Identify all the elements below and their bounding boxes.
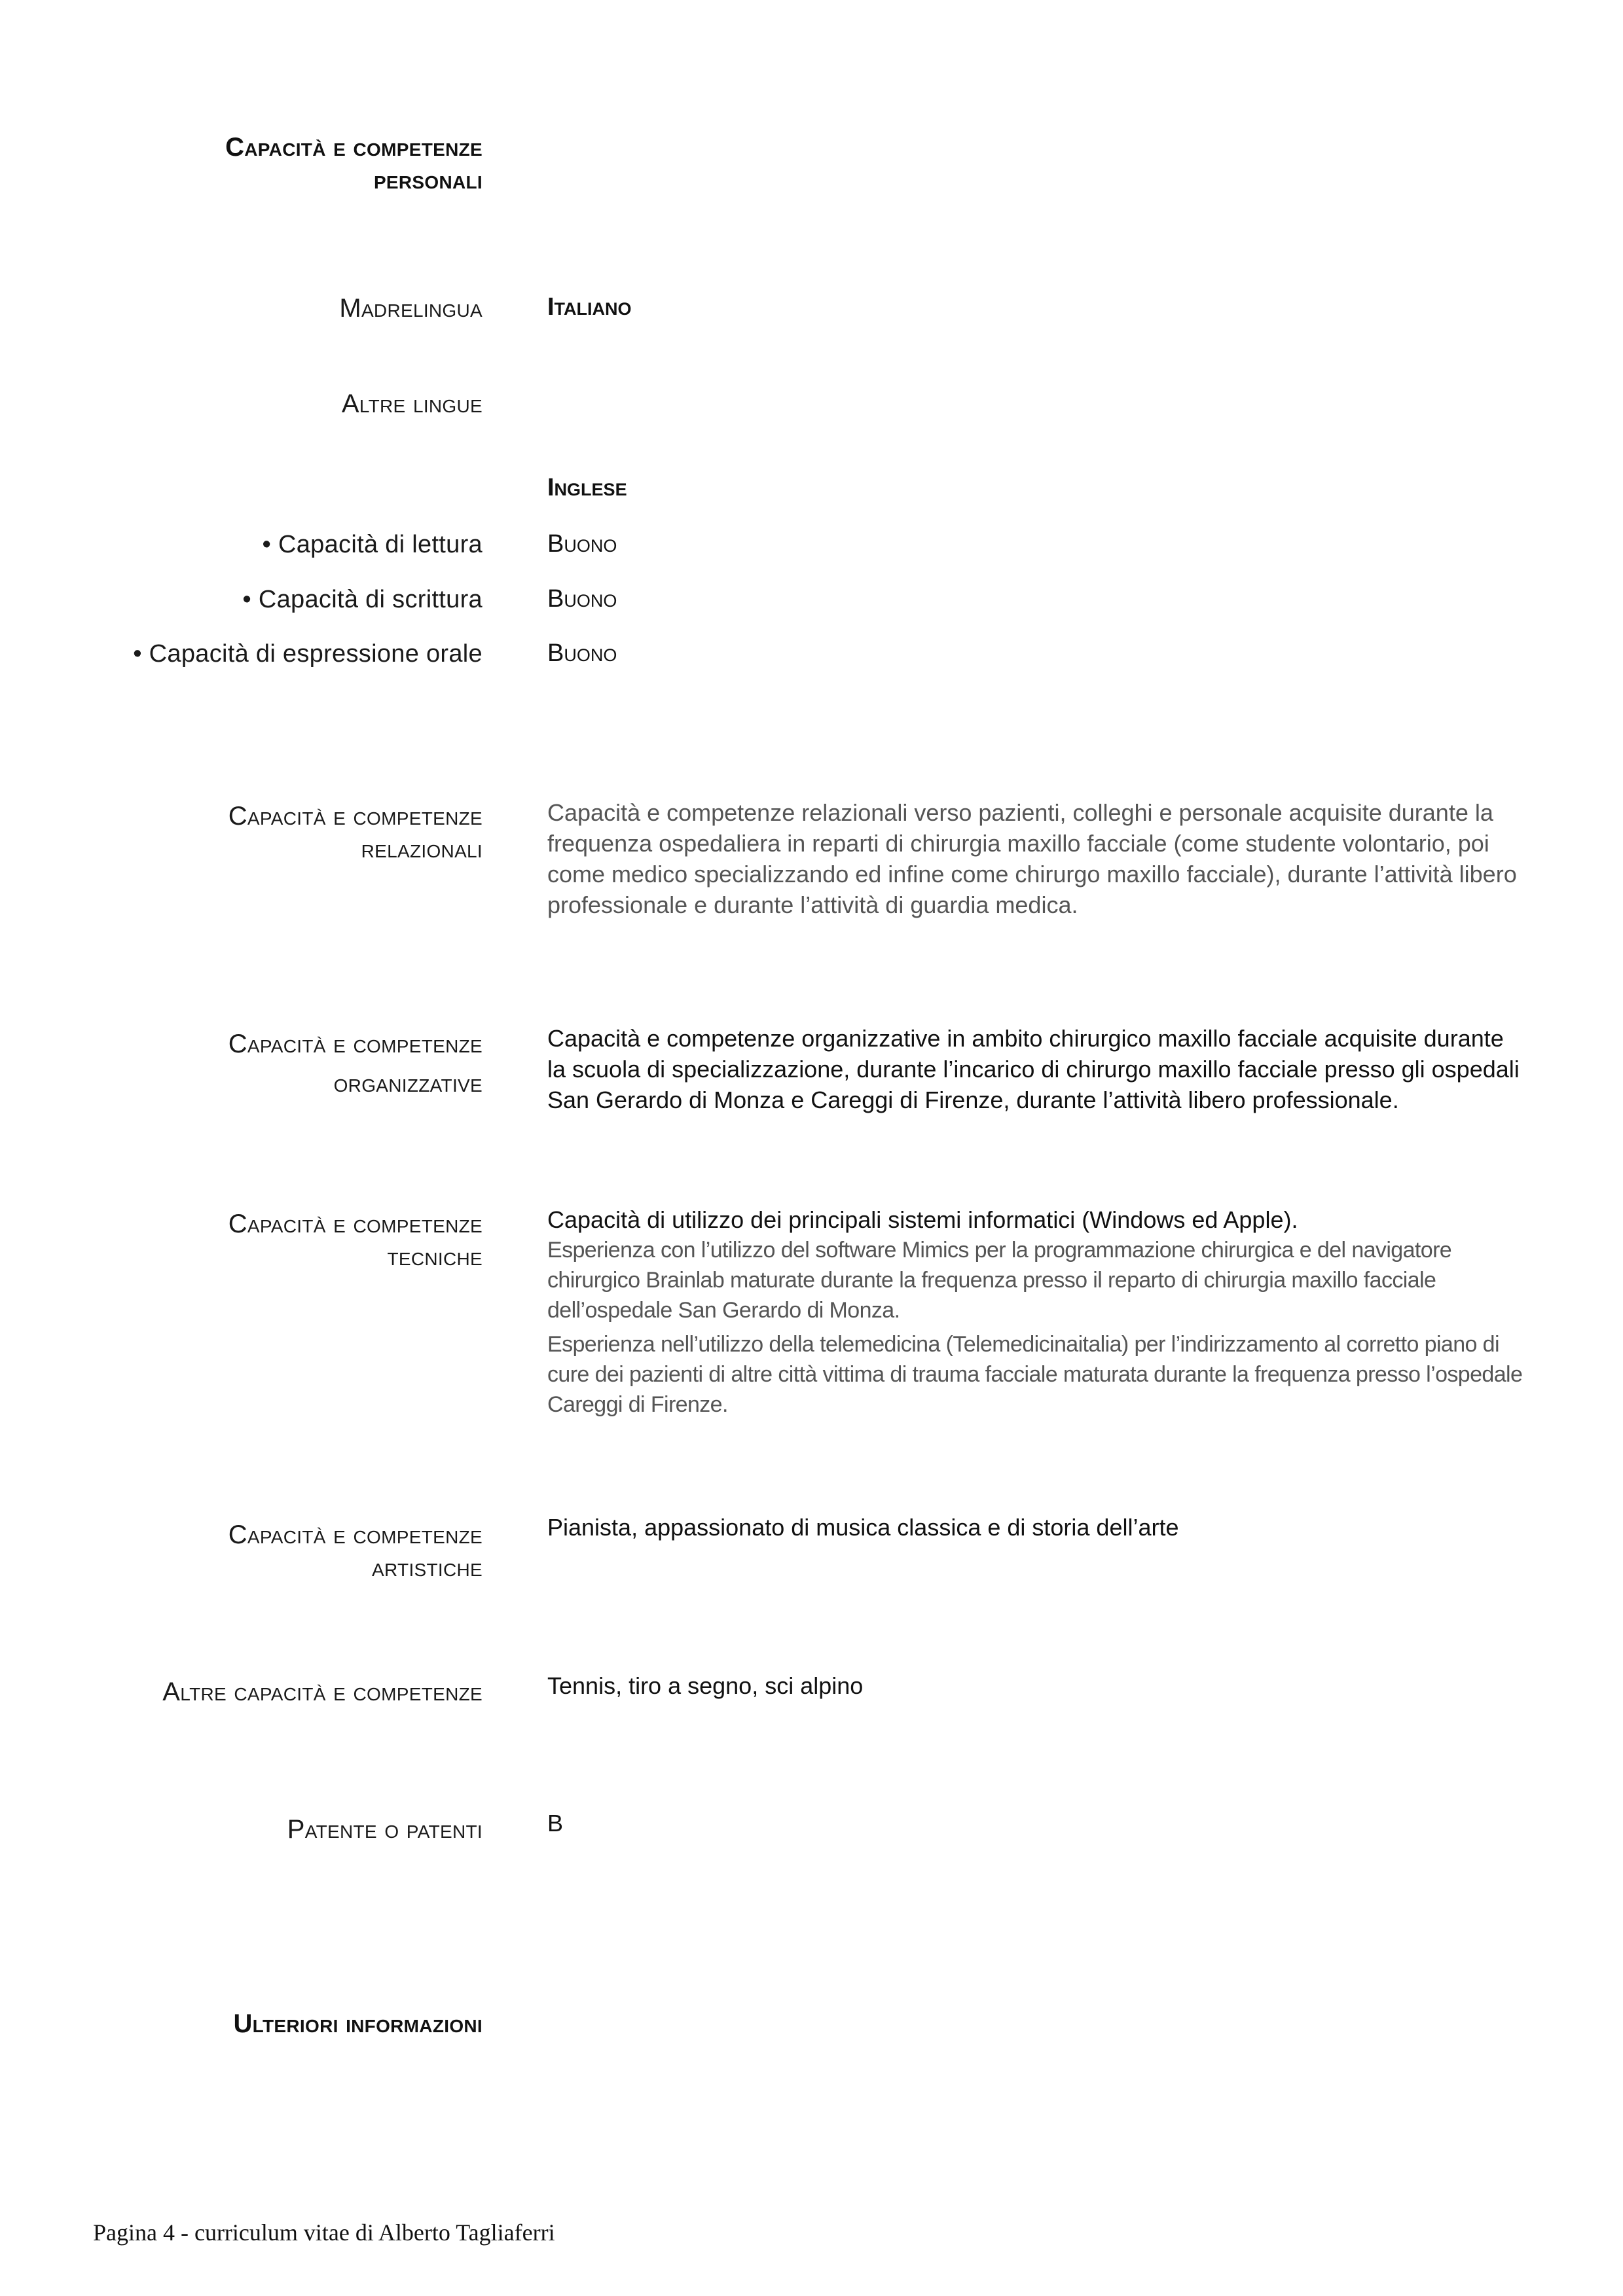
other-skills-label: Altre capacità e competenze bbox=[162, 1677, 483, 1706]
artistic-label-line-1: Capacità e competenze bbox=[228, 1520, 483, 1549]
mother-tongue-value: Italiano bbox=[547, 293, 632, 321]
relational-skills-label bbox=[77, 800, 483, 865]
relational-label-line-1: Capacità e competenze bbox=[228, 802, 483, 831]
driving-license-label: Patente o patenti bbox=[287, 1815, 483, 1844]
heading-line-2: personali bbox=[373, 166, 483, 194]
technical-text-telemedicine: Esperienza nell’utilizzo della telemedicina (Telemedicinaitalia) per l’indirizzamento al corretto piano di cure dei pazienti di altre città vittima di trauma facciale maturata durante la frequenza presso l’ospedale Careggi di Firenze. bbox=[547, 1332, 1523, 1417]
technical-skills-text bbox=[547, 1204, 1523, 1420]
relational-label-line-2: relazionali bbox=[361, 834, 483, 863]
organizational-label-line-2: organizzative bbox=[333, 1069, 483, 1098]
page-footer: Pagina 4 - curriculum vitae di Alberto Tagliaferri bbox=[93, 2219, 555, 2246]
driving-license-value: B bbox=[547, 1810, 564, 1837]
writing-skill-label: • Capacità di scrittura bbox=[242, 586, 483, 613]
language-name: Inglese bbox=[547, 474, 627, 501]
relational-skills-text: Capacità e competenze relazionali verso pazienti, colleghi e personale acquisite durante la frequenza ospedaliera in reparti di chirurgia maxillo facciale (come studente volontario, poi come medico specializzando ed infine come chirurgo maxillo facciale), durante l’attività libero professionale e durante l’attività di guardia medica. bbox=[547, 799, 1517, 918]
technical-skills-label bbox=[77, 1208, 483, 1273]
speaking-skill-value: Buono bbox=[547, 639, 617, 667]
technical-label-line-1: Capacità e competenze bbox=[228, 1210, 483, 1238]
artistic-label-line-2: artistiche bbox=[372, 1553, 483, 1582]
technical-label-line-2: tecniche bbox=[387, 1242, 483, 1271]
artistic-skills-text: Pianista, appassionato di musica classica e di storia dell’arte bbox=[547, 1514, 1179, 1541]
mother-tongue-label: Madrelingua bbox=[339, 294, 483, 323]
organizational-label-line-1: Capacità e competenze bbox=[228, 1030, 483, 1058]
technical-text-systems: Capacità di utilizzo dei principali sistemi informatici (Windows ed Apple). bbox=[547, 1206, 1298, 1233]
heading-line-1: Capacità e competenze bbox=[225, 133, 483, 162]
other-skills-text: Tennis, tiro a segno, sci alpino bbox=[547, 1672, 864, 1699]
other-languages-label: Altre lingue bbox=[341, 389, 483, 418]
writing-skill-value: Buono bbox=[547, 585, 617, 613]
organizational-skills-label bbox=[77, 1024, 483, 1103]
organizational-skills-text: Capacità e competenze organizzative in ambito chirurgico maxillo facciale acquisite durante la scuola di specializzazione, durante l’incarico di chirurgo maxillo facciale presso gli ospedali San Gerardo di Monza e Careggi di Firenze, durante l’attività libero professionale. bbox=[547, 1025, 1520, 1113]
speaking-skill-label: • Capacità di espressione orale bbox=[133, 640, 483, 668]
reading-skill-value: Buono bbox=[547, 530, 617, 558]
artistic-skills-label bbox=[77, 1518, 483, 1584]
technical-text-mimics: Esperienza con l’utilizzo del software Mimics per la programmazione chirurgica e del navigatore chirurgico Brainlab maturate durante la frequenza presso il reparto di chirurgia maxillo facciale dell’ospedale San Gerardo di Monza. bbox=[547, 1238, 1452, 1323]
reading-skill-label: • Capacità di lettura bbox=[262, 531, 483, 558]
section-heading-personal-skills bbox=[77, 131, 483, 196]
further-information-heading: Ulteriori informazioni bbox=[233, 2009, 483, 2038]
